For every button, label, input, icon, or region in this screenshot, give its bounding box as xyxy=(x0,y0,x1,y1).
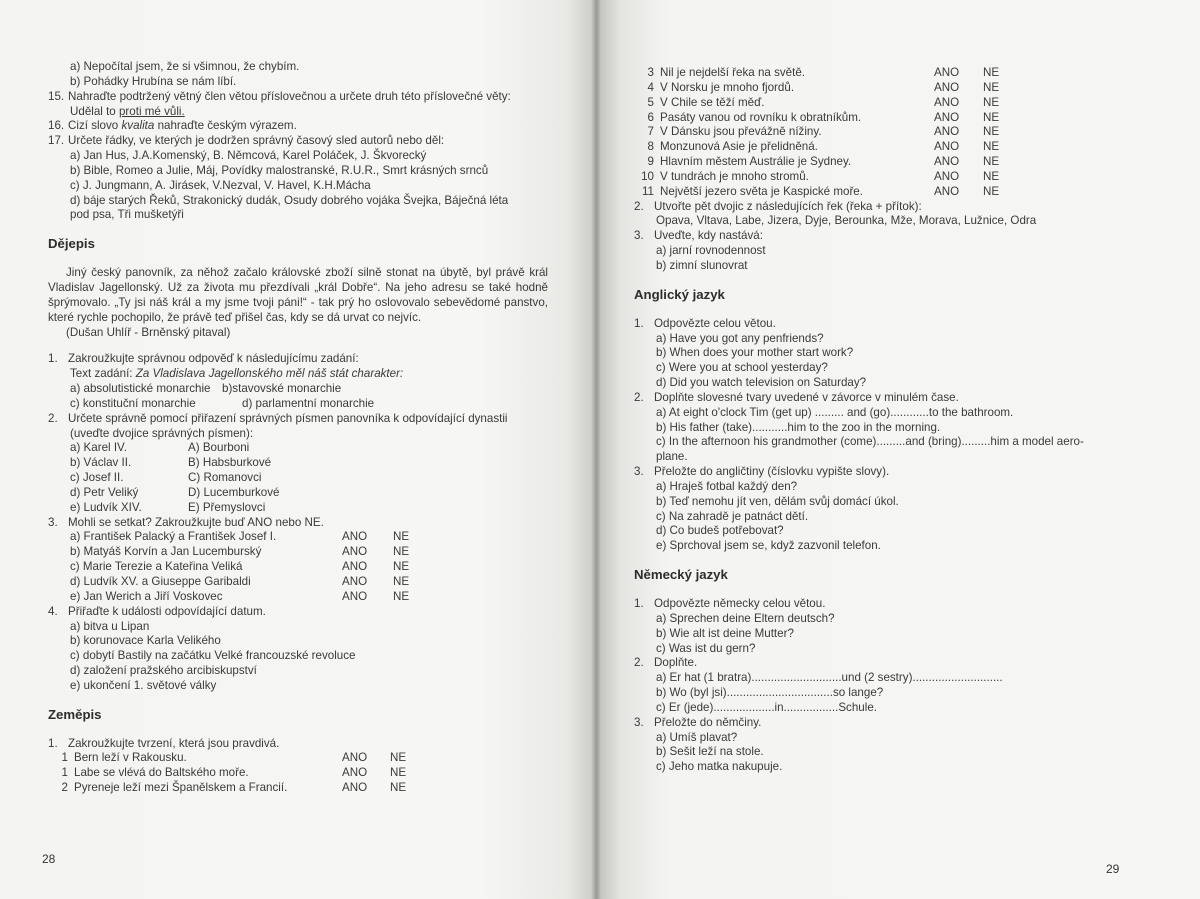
left-page xyxy=(0,0,596,899)
question-number: 16. xyxy=(48,119,65,133)
text-line: d) báje starých Řeků, Strakonický dudák, Osudy dobrého vojáka Švejka, Báječná léta xyxy=(70,193,509,207)
yes-no-list xyxy=(634,66,1104,200)
question-number: 1. xyxy=(48,736,58,750)
question-item: c) Was ist du gern? xyxy=(656,641,756,655)
ne-option: NE xyxy=(983,125,1000,139)
ne-option: NE xyxy=(390,766,407,780)
section-heading-anglicky: Anglický jazyk xyxy=(634,286,725,302)
question-text: Určete správně pomocí přiřazení správných písmen panovníka k odpovídající dynastii xyxy=(68,411,508,425)
text-segment: nahraďte českým výrazem. xyxy=(154,119,297,133)
text-line: a) jarní rovnodennost xyxy=(656,244,766,258)
statement-text: a) František Palacký a František Josef I. xyxy=(70,530,277,544)
question-item: b) Wo (byl jsi).................................so lange? xyxy=(656,686,884,700)
statement-row xyxy=(48,590,548,605)
statement-row xyxy=(48,575,548,590)
question-text: Přeložte do angličtiny (číslovku vypište slovy). xyxy=(654,465,890,479)
question-item: a) Have you got any penfriends? xyxy=(656,331,824,345)
text-line: (uveďte dvojice správných písmen): xyxy=(70,426,254,440)
yes-no-list xyxy=(48,751,548,796)
text-line: c) In the afternoon his grandmother (come).........and (bring).........him a model aero- xyxy=(656,435,1084,449)
question-text: Zakroužkujte tvrzení, která jsou pravdivá. xyxy=(68,736,280,750)
statement-text: Monzunová Asie je přelidněná. xyxy=(660,140,818,154)
statement-number: 10 xyxy=(641,169,654,183)
statement-row xyxy=(48,545,548,560)
statement-text: Bern leží v Rakousku. xyxy=(74,751,187,765)
dynasty-item: E) Přemyslovci xyxy=(188,500,266,514)
option-row xyxy=(48,382,548,397)
question-item: c) Jeho matka nakupuje. xyxy=(656,760,783,774)
ne-option: NE xyxy=(393,575,410,588)
statement-text: e) Jan Werich a Jiří Voskovec xyxy=(70,589,223,603)
text-segment: Cizí slovo xyxy=(68,119,122,133)
statement-text: Hlavním městem Austrálie je Sydney. xyxy=(660,155,852,169)
question-number: 1. xyxy=(48,352,58,366)
ne-option: NE xyxy=(983,66,1000,79)
statement-row xyxy=(48,781,548,796)
pair-row xyxy=(48,486,548,501)
question-item: a) Sprechen deine Eltern deutsch? xyxy=(656,611,835,625)
ne-option: NE xyxy=(393,560,410,574)
text-line: a) Jan Hus, J.A.Komenský, B. Němcová, Karel Poláček, J. Škvorecký xyxy=(70,149,427,163)
question-number: 2. xyxy=(634,199,644,213)
statement-number: 7 xyxy=(647,125,654,139)
zemepis-question-3 xyxy=(634,229,1104,244)
ano-option: ANO xyxy=(342,781,368,795)
question-item: d) Did you watch television on Saturday? xyxy=(656,376,867,390)
ano-option: ANO xyxy=(934,140,960,154)
option: b)stavovské monarchie xyxy=(222,382,342,396)
statement-number: 3 xyxy=(647,66,654,79)
statement-row xyxy=(634,81,1104,96)
question-number: 2. xyxy=(634,656,644,670)
question-item: a) Hraješ fotbal každý den? xyxy=(656,479,798,493)
question-item: b) Sešit leží na stole. xyxy=(656,745,764,759)
yes-no-list xyxy=(48,530,548,604)
zemepis-question-1 xyxy=(48,737,548,752)
statement-row xyxy=(634,185,1104,200)
text-line: a) At eight o'clock Tim (get up) ......... and (go)............to the bathroom. xyxy=(656,405,1014,419)
questions-list xyxy=(634,671,1104,716)
question-16 xyxy=(48,119,548,134)
questions-list xyxy=(634,612,1104,657)
question-text: Přiřaďte k události odpovídající datum. xyxy=(68,604,266,618)
statement-row xyxy=(634,66,1104,81)
ano-option: ANO xyxy=(342,530,368,544)
statement-number: 1 xyxy=(61,751,68,765)
question-text: Odpovězte celou větou. xyxy=(654,316,776,330)
ruler-item: a) Karel IV. xyxy=(70,441,127,455)
text-line: b) His father (take)...........him to the zoo in the morning. xyxy=(656,420,941,434)
statement-row xyxy=(634,155,1104,170)
ano-option: ANO xyxy=(342,560,368,574)
question-number: 2. xyxy=(48,411,58,425)
option: c) konstituční monarchie xyxy=(70,396,196,410)
ano-option: ANO xyxy=(934,66,960,79)
nemecky-question-2 xyxy=(634,656,1104,671)
question-number: 1. xyxy=(634,316,644,330)
statement-text: V Dánsku jsou převážně nížiny. xyxy=(660,125,822,139)
event-item: a) bitva u Lipan xyxy=(70,619,150,633)
ne-option: NE xyxy=(983,155,1000,169)
question-number: 4. xyxy=(48,604,58,618)
statement-number: 5 xyxy=(647,95,654,109)
statement-text: V Norsku je mnoho fjordů. xyxy=(660,80,795,94)
question-item: c) Er (jede)...................in.................Schule. xyxy=(656,700,877,714)
question-text: Utvořte pět dvojic z následujících řek (řeka + přítok): xyxy=(654,199,922,213)
ne-option: NE xyxy=(983,80,1000,94)
nemecky-question-3 xyxy=(634,716,1104,731)
pair-row xyxy=(48,456,548,471)
statement-number: 1 xyxy=(61,766,68,780)
ano-option: ANO xyxy=(342,545,368,559)
statement-number: 4 xyxy=(647,80,654,94)
question-number: 3. xyxy=(634,715,644,729)
statement-text: b) Matyáš Korvín a Jan Lucemburský xyxy=(70,545,262,559)
ne-option: NE xyxy=(983,184,1000,198)
question-item: c) Na zahradě je patnáct dětí. xyxy=(656,509,809,523)
text-line xyxy=(48,367,548,382)
question-number: 2. xyxy=(634,390,644,404)
question-number: 1. xyxy=(634,597,644,610)
statement-number: 6 xyxy=(647,110,654,124)
dejepis-question-4 xyxy=(48,605,548,620)
question-text: Uveďte, kdy nastává: xyxy=(654,229,763,243)
text-line xyxy=(48,105,548,120)
ne-option: NE xyxy=(983,110,1000,124)
text-line: b) Pohádky Hrubína se nám líbí. xyxy=(70,74,237,88)
anglicky-question-1 xyxy=(634,317,1104,332)
question-item: b) Wie alt ist deine Mutter? xyxy=(656,626,794,640)
quoted-paragraph: Jiný český panovník, za něhož začalo královské zboží silně stonat na úbytě, byl právě král Vladislav Jagellonský. Už za života mu přezdívali „král Dobře“. Na jeho adresu se také hodně šprýmovalo. „Ty jsi náš král a my jsme tvoji páni!“ - tak prý ho oslovovalo sebevědomé panstvo, které rychle pochopilo, že právě teď přišel čas, kdy se dá urvat co nejvíc. xyxy=(48,266,548,324)
question-item: c) Were you at school yesterday? xyxy=(656,361,828,375)
question-text: Doplňte slovesné tvary uvedené v závorce v minulém čase. xyxy=(654,390,959,404)
section-heading-zemepis: Zeměpis xyxy=(48,706,102,722)
ne-option: NE xyxy=(983,95,1000,109)
statement-number: 8 xyxy=(647,140,654,154)
page-number: 29 xyxy=(1106,862,1120,876)
book-gutter xyxy=(591,0,601,899)
question-text: Přeložte do němčiny. xyxy=(654,715,762,729)
dynasty-item: A) Bourboni xyxy=(188,441,250,455)
underlined-phrase: proti mé vůli. xyxy=(118,104,185,118)
pair-row xyxy=(48,501,548,516)
ne-option: NE xyxy=(390,781,407,795)
statement-text: c) Marie Terezie a Kateřina Veliká xyxy=(70,560,243,574)
statement-row xyxy=(634,111,1104,126)
text-line: b) zimní slunovrat xyxy=(656,258,748,272)
paragraph-source: (Dušan Uhlíř - Brněnský pitaval) xyxy=(66,325,231,339)
ano-option: ANO xyxy=(342,575,368,588)
ano-option: ANO xyxy=(342,589,368,603)
ano-option: ANO xyxy=(934,184,960,198)
anglicky-question-3 xyxy=(634,465,1104,480)
statement-row xyxy=(48,560,548,575)
question-number: 3. xyxy=(634,229,644,243)
event-item: d) založení pražského arcibiskupství xyxy=(70,664,257,678)
text-segment: Text zadání: xyxy=(70,367,136,381)
anglicky-question-2 xyxy=(634,391,1104,406)
text-line: Opava, Vltava, Labe, Jizera, Dyje, Berounka, Mže, Morava, Lužnice, Odra xyxy=(656,214,1037,228)
statement-row xyxy=(634,170,1104,185)
italic-phrase: Za Vladislava Jagellonského měl náš stát charakter: xyxy=(135,367,404,381)
dynasty-item: D) Lucemburkové xyxy=(188,485,280,499)
ruler-item: b) Václav II. xyxy=(70,456,132,470)
ano-option: ANO xyxy=(934,125,960,139)
question-text: Nahraďte podtržený větný člen větou příslovečnou a určete druh této příslovečné věty: xyxy=(68,89,511,103)
statement-number: 11 xyxy=(641,184,654,198)
dejepis-question-1 xyxy=(48,352,548,367)
ano-option: ANO xyxy=(934,80,960,94)
statement-text: Pyreneje leží mezi Španělskem a Francií. xyxy=(74,781,288,795)
statement-text: Labe se vlévá do Baltského moře. xyxy=(74,766,249,780)
question-item: d) Co budeš potřebovat? xyxy=(656,524,784,538)
statement-text: V Chile se těží měď. xyxy=(660,95,765,109)
nemecky-question-1 xyxy=(634,597,1104,612)
question-item: b) When does your mother start work? xyxy=(656,346,854,360)
option: d) parlamentní monarchie xyxy=(242,396,375,410)
dejepis-question-3 xyxy=(48,516,548,531)
ne-option: NE xyxy=(393,530,410,544)
question-item: a) Umíš plavat? xyxy=(656,730,738,744)
question-number: 17. xyxy=(48,134,65,148)
ne-option: NE xyxy=(390,751,407,765)
ano-option: ANO xyxy=(934,95,960,109)
ne-option: NE xyxy=(393,545,410,559)
pair-row xyxy=(48,471,548,486)
dynasty-item: C) Romanovci xyxy=(188,471,262,485)
questions-list xyxy=(634,731,1104,776)
statement-row xyxy=(634,125,1104,140)
ano-option: ANO xyxy=(934,110,960,124)
question-number: 15. xyxy=(48,89,65,103)
page-number: 28 xyxy=(42,852,56,866)
right-page-content xyxy=(634,66,1104,775)
ne-option: NE xyxy=(983,169,1000,183)
left-page-content xyxy=(48,60,548,796)
event-item: b) korunovace Karla Velikého xyxy=(70,634,221,648)
question-text: Doplňte. xyxy=(654,656,698,670)
ano-option: ANO xyxy=(342,766,368,780)
statement-row xyxy=(48,751,548,766)
question-text: Mohli se setkat? Zakroužkujte buď ANO nebo NE. xyxy=(68,515,324,529)
question-item: e) Sprchoval jsem se, když zazvonil telefon. xyxy=(656,539,881,553)
statement-row xyxy=(634,96,1104,111)
statement-row xyxy=(48,530,548,545)
statement-row xyxy=(634,140,1104,155)
statement-text: d) Ludvík XV. a Giuseppe Garibaldi xyxy=(70,575,251,588)
questions-list xyxy=(634,332,1104,391)
text-line: plane. xyxy=(656,450,688,464)
text-segment: Udělal to xyxy=(70,104,119,118)
statement-number: 9 xyxy=(647,155,654,169)
text-line: c) J. Jungmann, A. Jirásek, V.Nezval, V. Havel, K.H.Mácha xyxy=(70,178,371,192)
question-text: Zakroužkujte správnou odpověď k následujícímu zadání: xyxy=(68,352,359,366)
event-item: c) dobytí Bastily na začátku Velké francouzské revoluce xyxy=(70,649,356,663)
statement-number: 2 xyxy=(61,781,68,795)
question-item: b) Teď nemohu jít ven, dělám svůj domácí úkol. xyxy=(656,494,899,508)
italic-word: kvalita xyxy=(121,119,155,133)
text-line: a) Nepočítal jsem, že si všimnou, že chybím. xyxy=(70,60,300,73)
question-15 xyxy=(48,90,548,105)
ano-option: ANO xyxy=(934,169,960,183)
question-number: 3. xyxy=(634,465,644,479)
question-text: Určete řádky, ve kterých je dodržen správný časový sled autorů nebo děl: xyxy=(68,134,445,148)
text-line: b) Bible, Romeo a Julie, Máj, Povídky malostranské, R.U.R., Smrt krásných srnců xyxy=(70,163,489,177)
pair-row xyxy=(48,441,548,456)
section-heading-nemecky: Německý jazyk xyxy=(634,567,728,583)
zemepis-question-2 xyxy=(634,200,1104,215)
ne-option: NE xyxy=(393,589,410,603)
question-number: 3. xyxy=(48,515,58,529)
ruler-item: d) Petr Veliký xyxy=(70,485,139,499)
section-heading-dejepis: Dějepis xyxy=(48,236,95,252)
statement-text: V tundrách je mnoho stromů. xyxy=(660,169,809,183)
option-row xyxy=(48,397,548,412)
ruler-item: c) Josef II. xyxy=(70,471,124,485)
statement-row xyxy=(48,766,548,781)
ne-option: NE xyxy=(983,140,1000,154)
question-text: Odpovězte německy celou větou. xyxy=(654,597,826,610)
events-list xyxy=(48,620,548,694)
ruler-item: e) Ludvík XIV. xyxy=(70,500,142,514)
dejepis-question-2 xyxy=(48,412,548,427)
ano-option: ANO xyxy=(934,155,960,169)
text-line: pod psa, Tři mušketýři xyxy=(70,208,184,222)
dynasty-item: B) Habsburkové xyxy=(188,456,272,470)
question-17 xyxy=(48,134,548,149)
statement-text: Největší jezero světa je Kaspické moře. xyxy=(660,184,863,198)
question-item: a) Er hat (1 bratra)............................und (2 sestry)............................ xyxy=(656,671,1003,685)
ano-option: ANO xyxy=(342,751,368,765)
questions-list xyxy=(634,480,1104,554)
statement-text: Nil je nejdelší řeka na světě. xyxy=(660,66,805,79)
pairs-list xyxy=(48,441,548,515)
option: a) absolutistické monarchie xyxy=(70,382,211,396)
statement-text: Pasáty vanou od rovníku k obratníkům. xyxy=(660,110,862,124)
event-item: e) ukončení 1. světové války xyxy=(70,678,217,692)
